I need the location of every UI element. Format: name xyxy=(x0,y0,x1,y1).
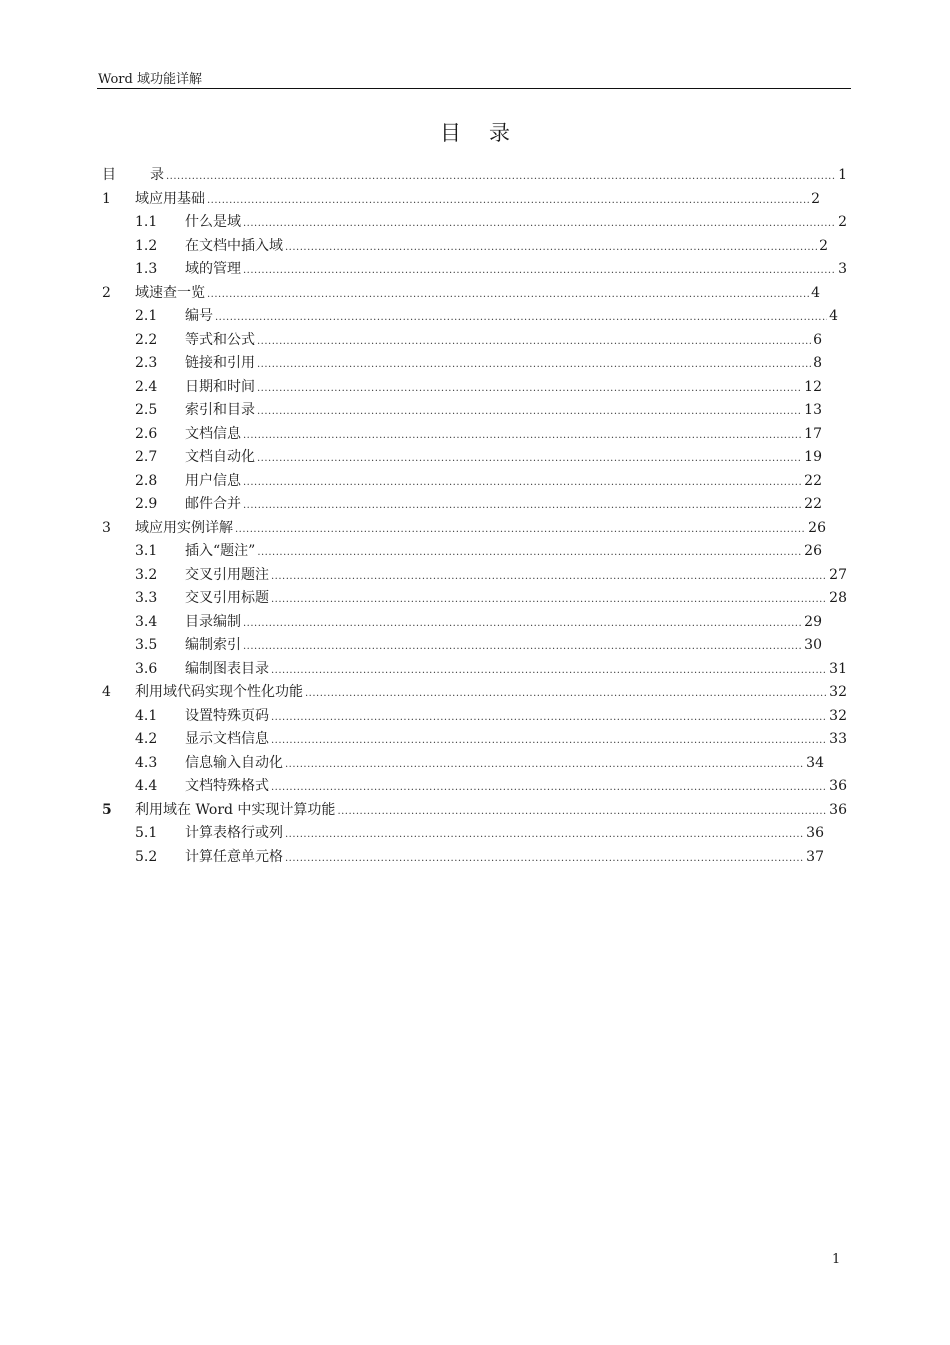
toc-entry[interactable] xyxy=(135,399,822,421)
toc-entry[interactable] xyxy=(135,564,847,586)
toc-dot-leader xyxy=(235,519,806,541)
toc-entry-number: 4.2 xyxy=(135,731,158,747)
toc-entry-title: 插入“题注” xyxy=(185,543,256,559)
toc-entry-number: 2.2 xyxy=(135,331,158,348)
toc-dot-leader xyxy=(257,542,802,564)
toc-dot-leader xyxy=(285,754,804,776)
toc-entry-title: 显示文档信息 xyxy=(185,731,269,747)
toc-entry-page: 17 xyxy=(804,425,822,442)
toc-entry-title: 设置特殊页码 xyxy=(185,707,269,724)
toc-entry-page: 33 xyxy=(829,731,847,747)
toc-entry[interactable] xyxy=(135,493,822,515)
toc-entry-page: 4 xyxy=(811,284,820,301)
toc-dot-leader xyxy=(257,354,811,376)
toc-entry-page: 28 xyxy=(829,590,847,606)
toc-entry-number: 2.1 xyxy=(135,308,158,324)
toc-entry-number: 5 xyxy=(102,801,112,818)
toc-entry-page: 26 xyxy=(808,519,826,536)
toc-entry-number: 2.4 xyxy=(135,378,158,395)
toc-entry-page: 4 xyxy=(829,308,838,324)
toc-entry-page: 22 xyxy=(804,472,822,489)
toc-dot-leader xyxy=(207,284,809,306)
toc-entry-page: 36 xyxy=(829,778,847,794)
toc-entry[interactable] xyxy=(135,305,838,327)
toc-entry-page: 31 xyxy=(829,660,847,677)
toc-entry[interactable] xyxy=(135,329,822,351)
toc-entry[interactable] xyxy=(135,775,847,797)
toc-dot-leader xyxy=(271,660,827,682)
page-number: 1 xyxy=(832,1252,841,1267)
toc-entry[interactable] xyxy=(135,540,822,562)
toc-dot-leader xyxy=(285,848,804,870)
toc-entry-number: 4 xyxy=(102,684,111,700)
toc-entry-number: 2.6 xyxy=(135,425,158,442)
toc-dot-leader xyxy=(257,448,802,470)
toc-entry[interactable] xyxy=(102,188,820,210)
toc-entry-number: 2.7 xyxy=(135,449,158,465)
toc-entry-page: 32 xyxy=(829,707,847,724)
toc-dot-leader xyxy=(285,824,804,846)
toc-entry-page: 37 xyxy=(806,848,824,865)
toc-entry-number: 1.2 xyxy=(135,237,158,254)
toc-dot-leader xyxy=(271,730,827,752)
toc-entry-number: 3.6 xyxy=(135,660,158,677)
toc-entry-page: 29 xyxy=(804,613,822,630)
toc-dot-leader xyxy=(257,331,811,353)
toc-entry-title: 信息输入自动化 xyxy=(185,754,283,771)
toc-entry-title: 利用域在 Word 中实现计算功能 xyxy=(135,801,336,818)
toc-entry-title: 域应用基础 xyxy=(135,190,205,207)
toc-entry-page: 2 xyxy=(838,214,847,230)
toc-entry-title: 域应用实例详解 xyxy=(135,519,233,536)
toc-entry[interactable] xyxy=(102,164,847,186)
toc-entry-number: 目 xyxy=(102,167,116,183)
toc-entry-number: 2.3 xyxy=(135,355,158,371)
toc-entry[interactable] xyxy=(102,282,820,304)
toc-dot-leader xyxy=(271,777,827,799)
toc-entry[interactable] xyxy=(135,376,822,398)
toc-entry[interactable] xyxy=(135,235,828,257)
toc-entry-number: 2.9 xyxy=(135,496,158,512)
toc-dot-leader xyxy=(215,307,827,329)
toc-dot-leader xyxy=(257,378,802,400)
toc-entry-title: 日期和时间 xyxy=(185,378,255,395)
toc-entry[interactable] xyxy=(135,705,847,727)
toc-heading: 目录 xyxy=(440,121,538,145)
toc-entry-number: 3.4 xyxy=(135,613,158,630)
header-rule xyxy=(97,88,851,89)
toc-entry-title: 等式和公式 xyxy=(185,331,255,348)
toc-dot-leader xyxy=(243,613,802,635)
toc-entry[interactable] xyxy=(135,587,847,609)
toc-dot-leader xyxy=(166,166,836,188)
toc-dot-leader xyxy=(207,190,809,212)
toc-entry-number: 1 xyxy=(102,190,111,207)
toc-entry[interactable] xyxy=(135,352,822,374)
toc-entry[interactable] xyxy=(102,799,847,821)
toc-entry-number: 2.8 xyxy=(135,472,158,489)
toc-entry-page: 12 xyxy=(804,378,822,395)
toc-entry-title: 在文档中插入域 xyxy=(185,237,283,254)
toc-entry[interactable] xyxy=(135,822,824,844)
toc-entry[interactable] xyxy=(135,728,847,750)
toc-dot-leader xyxy=(305,683,827,705)
toc-entry-number: 3.3 xyxy=(135,590,158,606)
toc-entry-number: 3.5 xyxy=(135,637,158,653)
toc-entry[interactable] xyxy=(135,752,824,774)
toc-entry-page: 19 xyxy=(804,449,822,465)
toc-entry[interactable] xyxy=(135,611,822,633)
toc-entry-page: 13 xyxy=(804,402,822,418)
toc-entry-title: 编号 xyxy=(185,308,213,324)
toc-dot-leader xyxy=(243,425,802,447)
toc-entry-page: 3 xyxy=(838,261,847,277)
toc-entry-title: 链接和引用 xyxy=(185,355,255,371)
toc-entry-number: 4.4 xyxy=(135,778,158,794)
toc-entry-page: 6 xyxy=(813,331,822,348)
toc-entry-title: 文档自动化 xyxy=(185,449,255,465)
toc-entry-number: 3.1 xyxy=(135,543,158,559)
running-header: Word 域功能详解 xyxy=(98,72,202,87)
toc-entry-page: 27 xyxy=(829,566,847,583)
toc-entry-number: 4.1 xyxy=(135,707,158,724)
toc-entry-page: 8 xyxy=(813,355,822,371)
toc-entry-page: 36 xyxy=(829,801,847,818)
toc-dot-leader xyxy=(243,260,836,282)
toc-dot-leader xyxy=(271,589,827,611)
toc-entry-page: 36 xyxy=(806,825,824,841)
toc-dot-leader xyxy=(243,213,836,235)
toc-entry-title: 用户信息 xyxy=(185,472,241,489)
toc-entry-title: 域速查一览 xyxy=(135,284,205,301)
toc-entry[interactable] xyxy=(135,470,822,492)
toc-entry-title: 计算任意单元格 xyxy=(185,848,283,865)
toc-entry-number: 5.1 xyxy=(135,825,158,841)
toc-entry-title: 交叉引用题注 xyxy=(185,566,269,583)
toc-entry[interactable] xyxy=(102,681,847,703)
toc-entry-title: 文档信息 xyxy=(185,425,241,442)
toc-entry-page: 30 xyxy=(804,637,822,653)
toc-dot-leader xyxy=(271,707,827,729)
toc-entry-number: 3.2 xyxy=(135,566,158,583)
toc-entry-number: 2 xyxy=(102,284,111,301)
toc-entry-number: 2.5 xyxy=(135,402,158,418)
toc-dot-leader xyxy=(285,237,817,259)
toc-dot-leader xyxy=(257,401,802,423)
toc-entry-title: 计算表格行或列 xyxy=(185,825,283,841)
toc-entry-page: 1 xyxy=(838,167,847,183)
toc-entry[interactable] xyxy=(135,423,822,445)
toc-entry[interactable] xyxy=(102,517,826,539)
toc-dot-leader xyxy=(243,495,802,517)
toc-entry-title: 编制索引 xyxy=(185,637,241,653)
toc-entry[interactable] xyxy=(135,846,824,868)
toc-entry[interactable] xyxy=(135,658,847,680)
toc-entry[interactable] xyxy=(135,258,847,280)
toc-entry-number: 1.3 xyxy=(135,261,158,277)
toc-dot-leader xyxy=(337,801,827,823)
toc-entry-number: 5.2 xyxy=(135,848,158,865)
toc-entry-title: 什么是域 xyxy=(185,214,241,230)
toc-entry[interactable] xyxy=(135,446,822,468)
toc-entry-title: 邮件合并 xyxy=(185,496,241,512)
toc-entry-title: 域的管理 xyxy=(185,261,241,277)
toc-entry[interactable] xyxy=(135,211,847,233)
toc-entry-title: 录 xyxy=(150,167,164,183)
toc-dot-leader xyxy=(243,636,802,658)
toc-entry-title: 利用域代码实现个性化功能 xyxy=(135,684,303,700)
toc-entry-title: 交叉引用标题 xyxy=(185,590,269,606)
toc-entry-page: 26 xyxy=(804,543,822,559)
toc-entry-number: 1.1 xyxy=(135,214,158,230)
toc-entry-page: 34 xyxy=(806,754,824,771)
toc-entry-page: 32 xyxy=(829,684,847,700)
toc-entry-title: 编制图表目录 xyxy=(185,660,269,677)
toc-dot-leader xyxy=(243,472,802,494)
toc-entry-title: 目录编制 xyxy=(185,613,241,630)
toc-entry-title: 索引和目录 xyxy=(185,402,255,418)
toc-entry[interactable] xyxy=(135,634,822,656)
toc-entry-page: 2 xyxy=(811,190,820,207)
toc-entry-title: 文档特殊格式 xyxy=(185,778,269,794)
toc-entry-number: 4.3 xyxy=(135,754,158,771)
toc-entry-page: 22 xyxy=(804,496,822,512)
toc-entry-number: 3 xyxy=(102,519,111,536)
toc-dot-leader xyxy=(271,566,827,588)
toc-entry-page: 2 xyxy=(819,237,828,254)
